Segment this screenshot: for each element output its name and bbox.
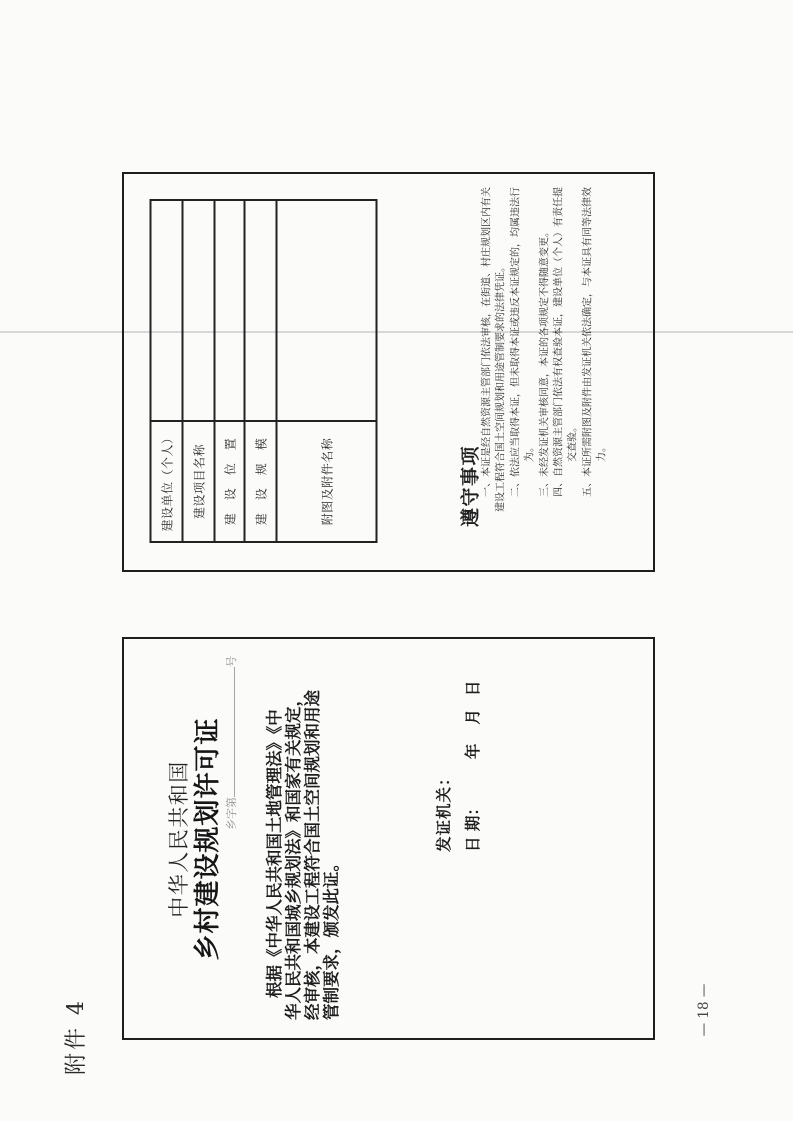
body-line: 华人民共和国城乡规划法》和国家有关规定， xyxy=(283,689,303,1020)
row-label xyxy=(245,420,275,541)
serial-suffix: 号 xyxy=(224,655,238,667)
table-row xyxy=(183,201,215,541)
table-row xyxy=(277,201,375,541)
attachment-label: 附件 4 xyxy=(63,998,89,1075)
rule-line: 一、本证是经自然资源主管部门依法审核，在街道、村庄规划区内有关 xyxy=(481,187,492,497)
permit-cover-sheet xyxy=(125,640,653,1038)
rule-line: 力。 xyxy=(596,442,608,462)
date-line xyxy=(461,680,483,851)
row-label xyxy=(151,420,181,541)
permit-cover-page xyxy=(122,637,655,1040)
date-label: 日 期： xyxy=(463,799,482,852)
month-label: 月 xyxy=(463,708,482,725)
year-label: 年 xyxy=(463,743,482,759)
rule-line: 二、依法应当取得本证，但未取得本证或违反本证规定的，均属违法行 xyxy=(509,187,521,497)
row-value xyxy=(277,201,375,420)
table-row xyxy=(151,201,183,541)
rules-title: 遵守事项 xyxy=(459,444,481,527)
body-line: 根据《中华人民共和国土地管理法》《中 xyxy=(264,708,284,998)
serial-underline xyxy=(224,667,235,797)
country-title: 中华人民共和国 xyxy=(166,759,191,918)
row-value xyxy=(183,201,213,420)
permit-inner-sheet xyxy=(124,174,653,570)
table-row xyxy=(245,201,277,541)
row-label-text: 建设单位（个人） xyxy=(159,431,174,532)
rule-line: 建设工程符合国土空间规划和用途管制要求的法律凭证。 xyxy=(495,262,507,512)
row-label-text: 建 设 位 置 xyxy=(222,437,237,526)
page-number: — 18 — xyxy=(696,983,712,1037)
rule-line: 为。 xyxy=(524,442,536,462)
row-label-text: 建设项目名称 xyxy=(191,444,206,520)
row-label xyxy=(215,420,243,541)
row-value xyxy=(215,201,243,420)
rule-line: 交查验。 xyxy=(567,422,579,462)
row-label xyxy=(183,420,213,541)
rule-line: 五、本证所需附图及附件由发证机关依法确定，与本证具有同等法律效 xyxy=(581,187,593,497)
serial-line xyxy=(223,656,239,830)
row-value xyxy=(245,201,275,420)
body-paragraph xyxy=(265,648,341,1020)
table-row xyxy=(215,201,245,541)
rule-line: 三、未经发证机关审核同意，本证的各项规定不得随意变更。 xyxy=(538,227,550,497)
permit-title: 乡村建设规划许可证 xyxy=(192,717,223,961)
permit-table xyxy=(149,199,377,543)
row-label xyxy=(277,420,375,541)
day-label: 日 xyxy=(463,680,482,696)
row-label-text: 附图及附件名称 xyxy=(319,437,334,526)
body-line: 经审核，本建设工程符合国土空间规划和用途 xyxy=(302,689,322,1020)
issuer-label: 发证机关： xyxy=(434,768,453,852)
row-value xyxy=(151,201,181,420)
attachment-label-wrap xyxy=(50,945,98,1075)
rule-line: 四、自然资源主管部门依法有权查验本证，建设单位（个人）有责任提 xyxy=(553,187,565,497)
rules-list xyxy=(480,178,610,512)
row-label-text: 建 设 规 模 xyxy=(253,437,268,526)
page-number-wrap xyxy=(684,968,724,1052)
serial-prefix: 乡字第 xyxy=(224,796,238,830)
body-line: 管制要求，颁发此证。 xyxy=(321,854,341,1020)
permit-inner-page xyxy=(122,172,655,572)
